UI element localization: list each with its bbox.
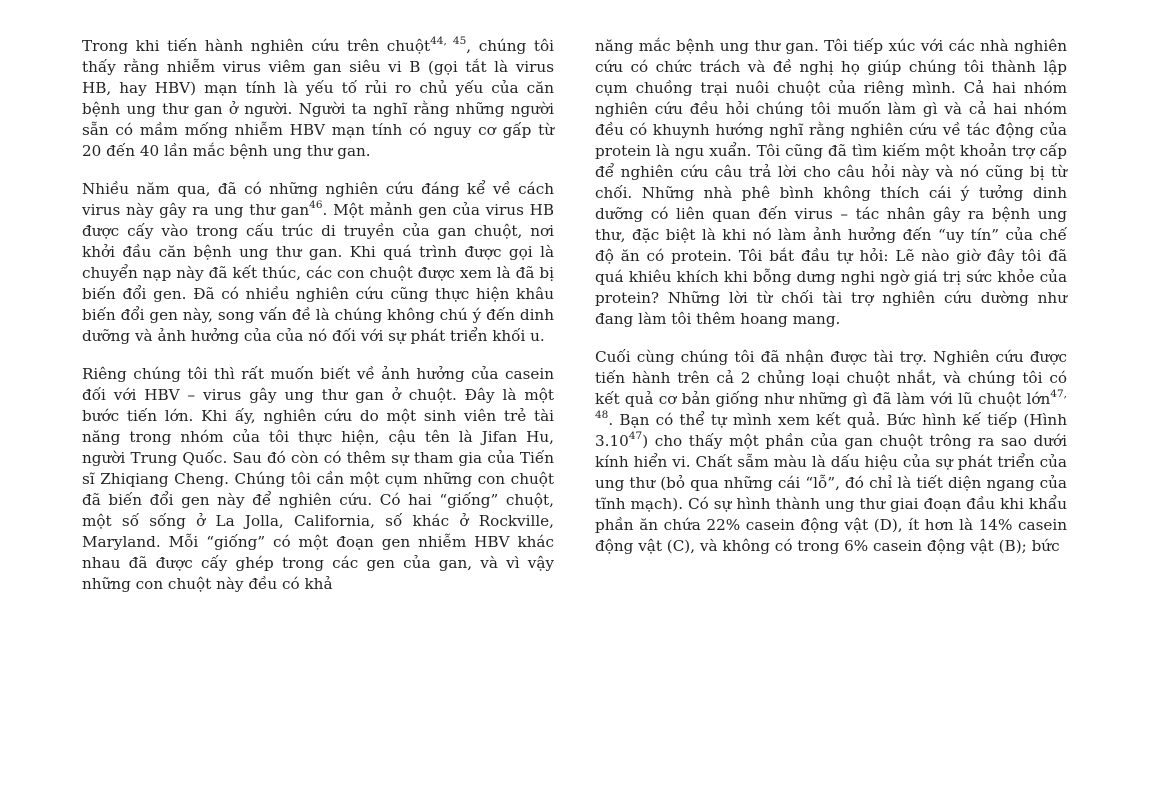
citation-superscript: 44, 45 [430,34,467,47]
paragraph-text: . Một mảnh gen của virus HB được cấy vào trong cấu trúc di truyền của gan chuột, nơi khởi đầu căn bệnh ung thư gan. Khi quá trình được gọi là chuyển nạp này đã kết thúc, các con chuột được xem là đã bị biến đổi gen. Đã có nhiều nghiên cứu cũng thực hiện khâu biến đổi gen này, song vấn đề là chúng không chú ý đến dinh dưỡng và ảnh hưởng của của nó đối với sự phát triển khối u. [82,201,554,345]
citation-superscript: 47 [628,429,643,442]
paragraph-funding-rejection [595,36,1067,330]
paragraph-casein-study [82,364,554,595]
paragraph-text: năng mắc bệnh ung thư gan. Tôi tiếp xúc với các nhà nghiên cứu có chức trách và đề nghị họ giúp chúng tôi thành lập cụm chuồng trại nuôi chuột của riêng mình. Cả hai nhóm nghiên cứu đều hỏi chúng tôi muốn làm gì và cả hai nhóm đều có khuynh hướng nghĩ rằng nghiên cứu về tác động của protein là ngu xuẩn. Tôi cũng đã tìm kiếm một khoản trợ cấp để nghiên cứu câu trả lời cho câu hỏi này và nó cũng bị từ chối. Những nhà phê bình không thích cái ý tưởng dinh dưỡng có liên quan đến virus – tác nhân gây ra bệnh ung thư, đặc biệt là khi nó làm ảnh hưởng đến “uy tín” của chế độ ăn có protein. Tôi bắt đầu tự hỏi: Lẽ nào giờ đây tôi đã quá khiêu khích khi bỗng dưng nghi ngờ giá trị sức khỏe của protein? Những lời từ chối tài trợ nghiên cứu dường như đang làm tôi thêm hoang mang. [595,37,1067,328]
paragraph-text: ) cho thấy một phần của gan chuột trông ra sao dưới kính hiển vi. Chất sẫm màu là dấu hiệu của sự phát triển của ung thư (bỏ qua những cái “lỗ”, đó chỉ là tiết diện ngang của tĩnh mạch). Có sự hình thành ung thư giai đoạn đầu khi khẩu phần ăn chứa 22% casein động vật (D), ít hơn là 14% casein động vật (C), và không có trong 6% casein động vật (B); bức [595,432,1067,555]
paragraph-text: , chúng tôi thấy rằng nhiễm virus viêm gan siêu vi B (gọi tắt là virus HB, hay HBV) mạn tính là yếu tố rủi ro chủ yếu của căn bệnh ung thư gan ở người. Người ta nghĩ rằng những người sẵn có mầm mống nhiễm HBV mạn tính có nguy cơ gấp từ 20 đến 40 lần mắc bệnh ung thư gan. [82,37,554,160]
paragraph-text: Trong khi tiến hành nghiên cứu trên chuột [82,37,431,55]
paragraph-hbv-research [82,179,554,347]
left-column [82,36,554,612]
paragraph-text: Cuối cùng chúng tôi đã nhận được tài trợ. Nghiên cứu được tiến hành trên cả 2 chủng loại chuột nhắt, và chúng tôi có kết quả cơ bản giống như những gì đã làm với lũ chuột lớn [595,348,1067,408]
paragraph-hbv-risk [82,36,554,162]
right-column [595,36,1067,574]
paragraph-funding-results [595,347,1067,557]
citation-superscript: 47, 48 [595,387,1067,421]
paragraph-text: Nhiều năm qua, đã có những nghiên cứu đáng kể về cách virus này gây ra ung thư gan [82,180,554,219]
paragraph-text: Riêng chúng tôi thì rất muốn biết về ảnh hưởng của casein đối với HBV – virus gây ung thư gan ở chuột. Đây là một bước tiến lớn. Khi ấy, nghiên cứu do một sinh viên trẻ tài năng trong nhóm của tôi thực hiện, cậu tên là Jifan Hu, người Trung Quốc. Sau đó còn có thêm sự tham gia của Tiến sĩ Zhiqiang Cheng. Chúng tôi cần một cụm những con chuột đã biến đổi gen này để nghiên cứu. Có hai “giống” chuột, một số sống ở La Jolla, California, số khác ở Rockville, Maryland. Mỗi “giống” có một đoạn gen nhiễm HBV khác nhau đã được cấy ghép trong các gen của gan, và vì vậy những con chuột này đều có khả [82,365,554,593]
paragraph-text: . Bạn có thể tự mình xem kết quả. Bức hình kế tiếp (Hình 3.10 [595,411,1067,450]
citation-superscript: 46 [309,198,323,211]
